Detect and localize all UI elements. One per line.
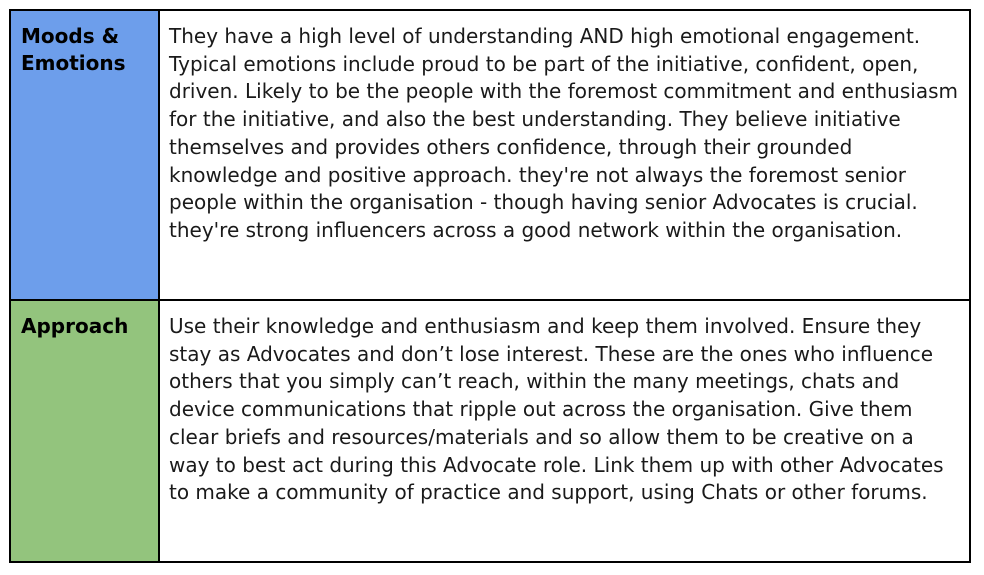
approach-content-cell <box>159 300 970 562</box>
approach-label: Approach <box>21 314 129 338</box>
advocate-profile-table <box>9 9 971 563</box>
approach-text: Use their knowledge and enthusiasm and keep them involved. Ensure they stay as Advocates and don’t lose interest. These are the ones who influence others that you simply can’t reach, within the many meetings, chats and device communications that ripple out across the organisation. Give them clear briefs and resources/materials and so allow them to be creative on a way to best act during this Advocate role. Link them up with other Advocates to make a community of practice and support, using Chats or other forums. <box>169 314 944 505</box>
approach-label-cell <box>10 300 159 562</box>
table-row-approach <box>10 300 970 562</box>
table-row-moods-emotions <box>10 10 970 300</box>
moods-emotions-text: They have a high level of understanding AND high emotional engagement. Typical emotions include proud to be part of the initiative, confident, open, driven. Likely to be the people with the foremost commitment and enthusiasm for the initiative, and also the best understanding. They believe initiative themselves and provides others confidence, through their grounded knowledge and positive approach. they're not always the foremost senior people within the organisation - though having senior Advocates is crucial. they're strong influencers across a good network within the organisation. <box>169 24 958 242</box>
moods-emotions-label-cell <box>10 10 159 300</box>
moods-emotions-content-cell <box>159 10 970 300</box>
moods-emotions-label: Moods & Emotions <box>21 24 126 75</box>
